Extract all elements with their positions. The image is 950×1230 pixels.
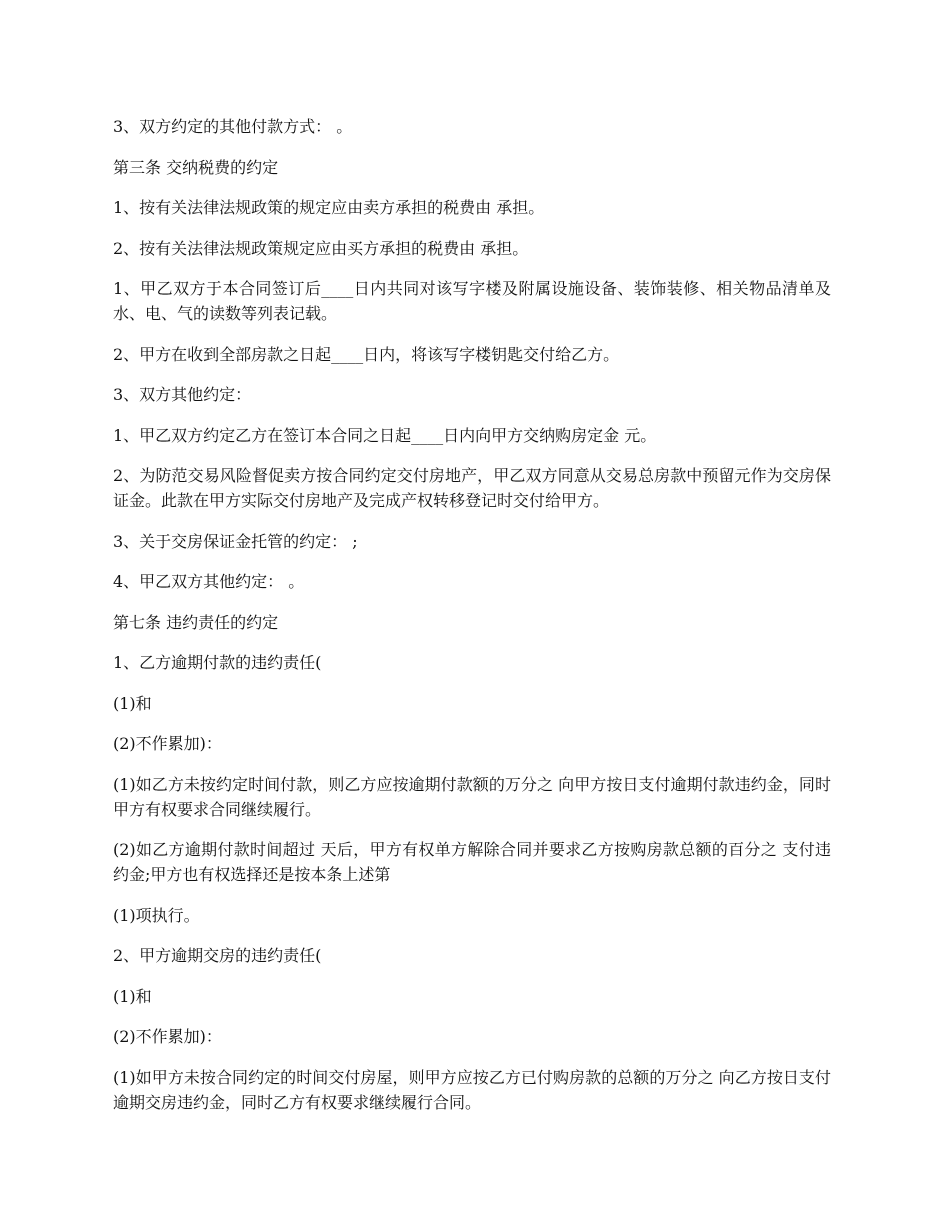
paragraph-contract-termination: (2)如乙方逾期付款时间超过 天后，甲方有权单方解除合同并要求乙方按购房款总额的百分之 支付违约金;甲方也有权选择还是按本条上述第 — [113, 840, 831, 884]
paragraph-seller-tax: 1、按有关法律法规政策的规定应由卖方承担的税费由 承担。 — [113, 198, 545, 217]
document-body — [113, 114, 831, 1130]
paragraph-late-delivery-penalty: (1)如甲方未按合同约定的时间交付房屋，则甲方应按乙方已付购房款的总额的万分之 向乙方按日支付逾期交房违约金，同时乙方有权要求继续履行合同。 — [113, 1067, 831, 1112]
paragraph-item: (1)和 — [113, 693, 152, 713]
paragraph-item: (1)项执行。 — [113, 905, 200, 925]
paragraph-guarantee-money: 2、为防范交易风险督促卖方按合同约定交付房地产，甲乙双方同意从交易总房款中预留元作为交房保证金。此款在甲方实际交付房地产及完成产权转移登记时交付给甲方。 — [113, 466, 831, 510]
paragraph-other-terms: 4、甲乙双方其他约定： 。 — [113, 572, 305, 591]
paragraph-buyer-late-payment: 1、乙方逾期付款的违约责任( — [113, 653, 322, 672]
paragraph-payment-other: 3、双方约定的其他付款方式： 。 — [113, 117, 353, 136]
paragraph-item: (1)和 — [113, 986, 152, 1006]
paragraph-guarantee-escrow: 3、关于交房保证金托管的约定： ; — [113, 531, 358, 551]
paragraph-seller-late-delivery: 2、甲方逾期交房的违约责任( — [113, 946, 322, 965]
paragraph-inventory-record: 1、甲乙双方于本合同签订后____日内共同对该写字楼及附属设施设备、装饰装修、相关物品清单及水、电、气的读数等列表记载。 — [113, 279, 831, 323]
paragraph-late-payment-penalty: (1)如乙方未按约定时间付款，则乙方应按逾期付款额的万分之 向甲方按日支付逾期付款违约金，同时甲方有权要求合同继续履行。 — [113, 774, 831, 819]
paragraph-key-handover: 2、甲方在收到全部房款之日起____日内，将该写字楼钥匙交付给乙方。 — [113, 344, 620, 364]
paragraph-other-agreement: 3、双方其他约定： — [113, 385, 252, 404]
paragraph-deposit: 1、甲乙双方约定乙方在签订本合同之日起____日内向甲方交纳购房定金 元。 — [113, 425, 657, 445]
paragraph-item: (2)不作累加)： — [113, 1027, 222, 1046]
heading-article-3: 第三条 交纳税费的约定 — [113, 157, 279, 177]
paragraph-item: (2)不作累加)： — [113, 734, 222, 753]
paragraph-buyer-tax: 2、按有关法律法规政策规定应由买方承担的税费由 承担。 — [113, 238, 529, 258]
heading-article-7: 第七条 违约责任的约定 — [113, 612, 279, 632]
